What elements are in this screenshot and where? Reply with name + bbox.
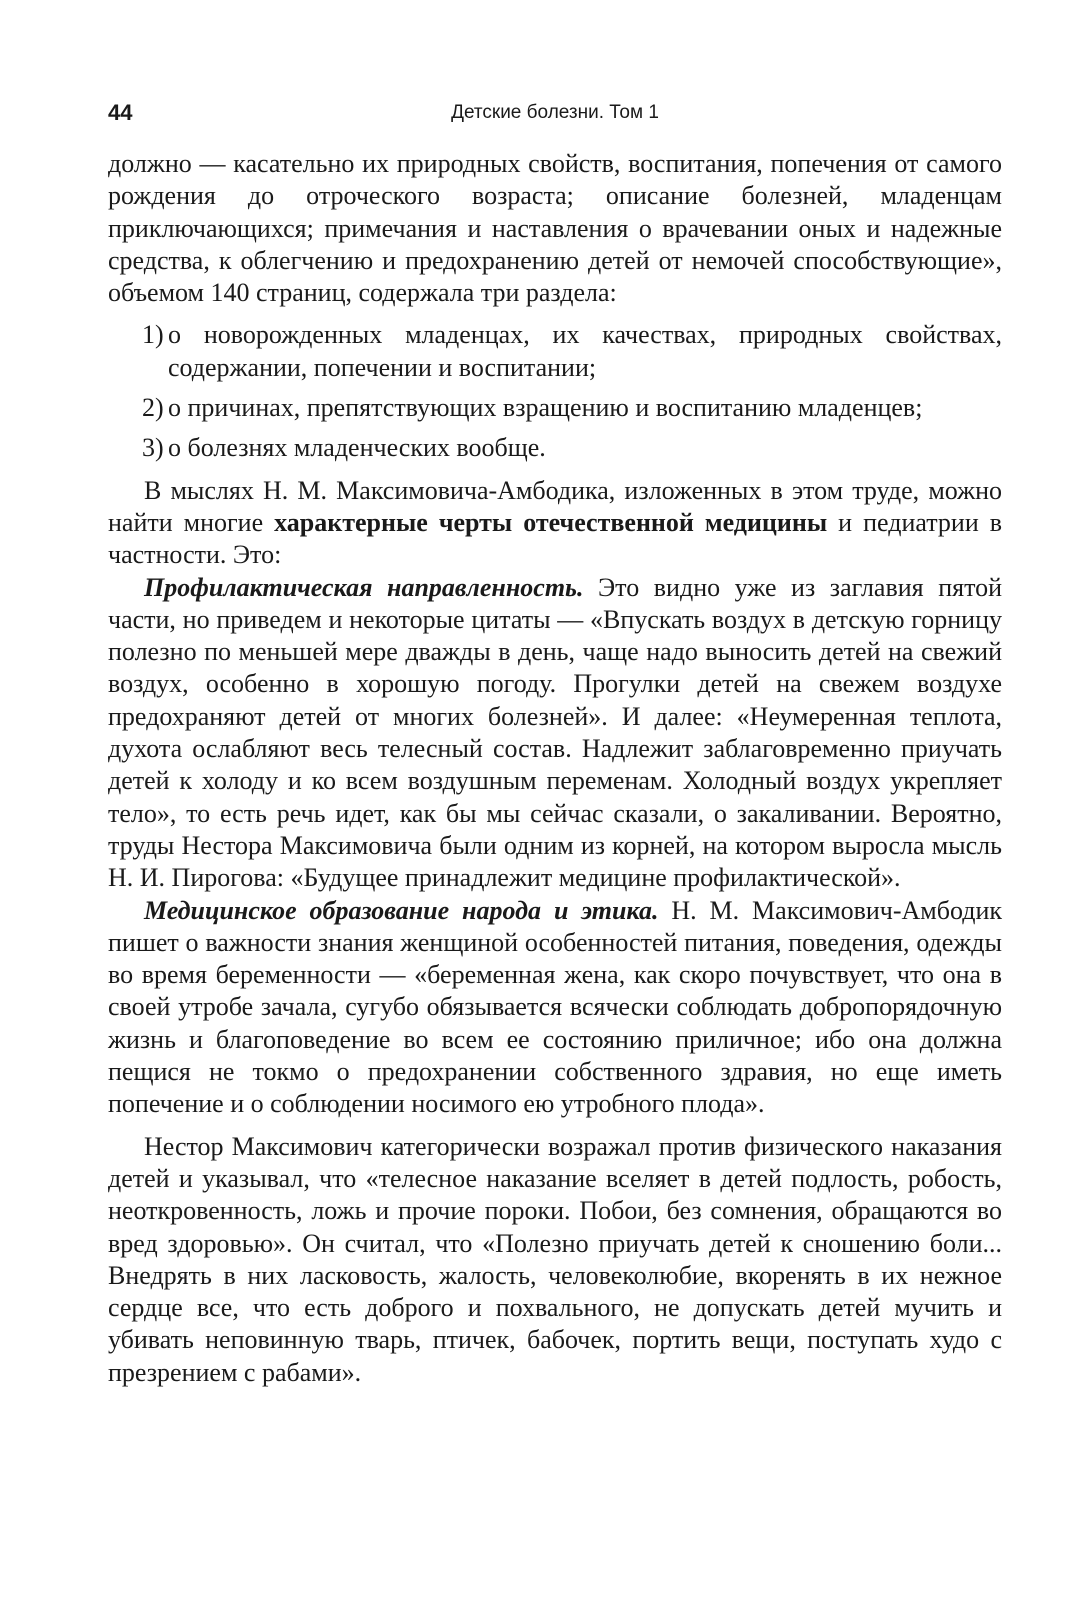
list-item-number: 2)	[142, 393, 164, 423]
list-item-number: 1)	[142, 320, 164, 350]
sections-list	[108, 319, 1002, 464]
paragraph-education	[108, 895, 1002, 1121]
prevention-term: Профилактическая направленность.	[144, 572, 584, 602]
book-title: Детские болезни. Том 1	[451, 102, 659, 123]
paragraph-intro: должно — касательно их природных свойств, воспитания, попечения от самого рождения до отроческого возраста; описание болезней, младенцам приключающихся; примечания и наставления о врачевании оных и надежные средства, к облегчению и предохранению детей от немочей способствующие», объемом 140 страниц, содержала три раздела:	[108, 149, 1002, 308]
list-item	[108, 432, 1002, 464]
paragraph-prevention	[108, 572, 1002, 895]
body-text	[108, 148, 1002, 1389]
education-text: Н. М. Максимович-Амбодик пишет о важности знания женщиной особенностей питания, поведения, одежды во время беременности — «беременная жена, как скоро почувствует, что она в своей утробе зачала, сугубо обязывается всячески соблюдать добропорядочную жизнь и благоповедение во всем ее состоянию приличное; ибо она должна пещися не токмо о предохранении собственного здравия, но еще иметь попечение и о соблюдении носимого ею утробного плода».	[108, 895, 1002, 1119]
list-item-number: 3)	[142, 433, 164, 463]
list-item-text: о болезнях младенческих вообще.	[168, 433, 546, 463]
list-item-text: о причинах, препятствующих взращению и воспитанию младенцев;	[168, 393, 923, 423]
list-item	[108, 392, 1002, 424]
traits-bold-phrase: характерные черты отечественной медицины	[274, 507, 828, 537]
list-item-text: о новорожденных младенцах, их качествах, природных свойствах, содержании, попечении и воспитании;	[168, 320, 1002, 382]
paragraph-traits	[108, 475, 1002, 572]
education-term: Медицинское образование народа и этика.	[144, 895, 659, 925]
traits-text-after: и педиатрии в частности. Это:	[108, 507, 1003, 570]
paragraph-punishment: Нестор Максимович категорически возражал против физического наказания детей и указывал, что «телесное наказание вселяет в детей подлость, робость, неоткровенность, ложь и прочие пороки. Побои, без сомнения, обращаются во вред здоровью». Он считал, что «Полезно приучать детей к сношению боли... Внедрять в них ласковость, жалость, человеколюбие, вкоренять в их нежное сердце все, что есть доброго и похвального, не допускать детей мучить и убивать неповинную тварь, птичек, бабочек, портить вещи, поступать худо с презрением с рабами».	[108, 1131, 1002, 1387]
list-item	[108, 319, 1002, 384]
book-page	[108, 92, 1002, 1389]
page-number: 44	[108, 100, 133, 125]
running-head	[108, 92, 1002, 132]
prevention-text: Это видно уже из заглавия пятой части, но приведем и некоторые цитаты — «Впускать воздух в детскую горницу полезно по меньшей мере дважды в день, чаще надо выносить детей на свежий воздух, особенно в хорошую погоду. Прогулки детей на свежем воздухе предохраняют детей от многих болезней». И далее: «Неумеренная теплота, духота ослабляют весь телесный состав. Надлежит заблаговременно приучать детей к холоду и ко всем воздушным переменам. Холодный воздух укрепляет тело», то есть речь идет, как бы мы сейчас сказали, о закаливании. Вероятно, труды Нестора Максимовича были одним из корней, на котором выросла мысль Н. И. Пирогова: «Будущее принадлежит медицине профилактической».	[108, 572, 1002, 893]
traits-text-before: В мыслях Н. М. Максимовича-Амбодика, изложенных в этом труде, можно найти многие	[108, 475, 1002, 537]
